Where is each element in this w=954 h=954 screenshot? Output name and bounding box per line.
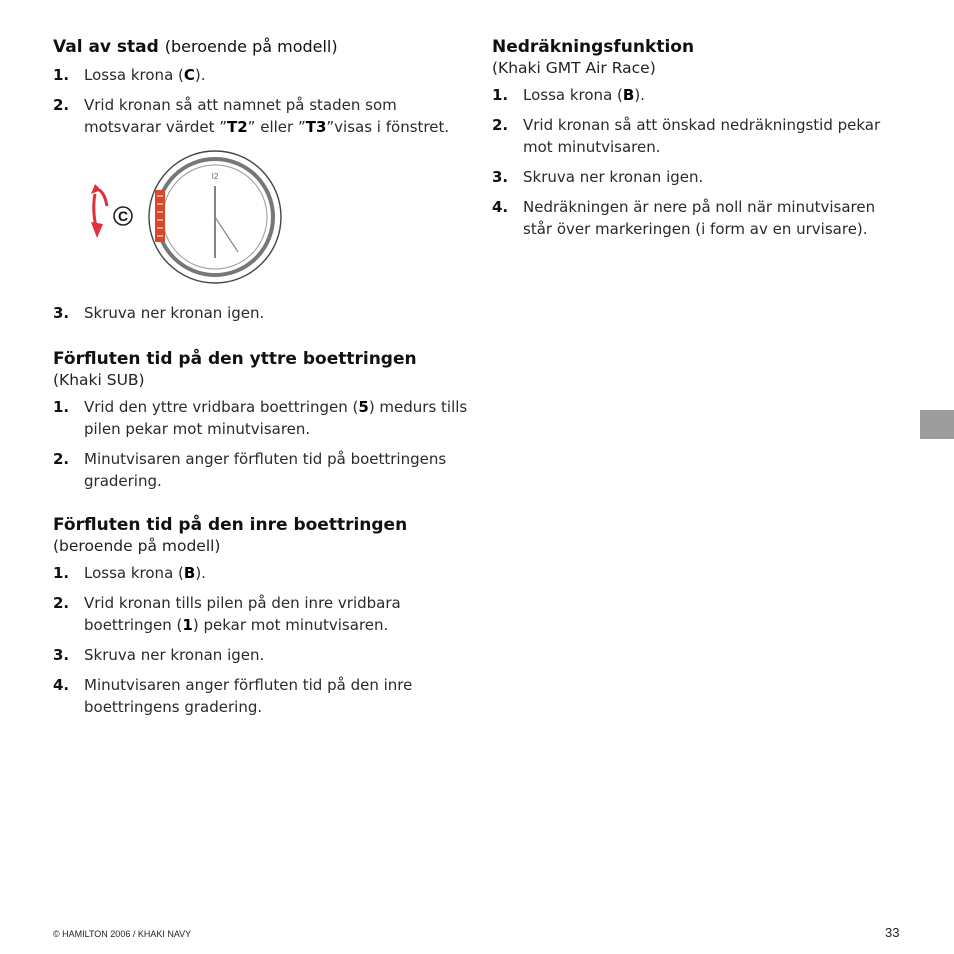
title-text: Val av stad bbox=[53, 37, 159, 57]
footer-copyright: © HAMILTON 2006 / KHAKI NAVY bbox=[53, 929, 192, 939]
title-subtext: (beroende på modell) bbox=[164, 37, 338, 56]
section-title: Nedräkningsfunktion bbox=[492, 37, 695, 57]
step-number: 4. bbox=[53, 676, 70, 694]
twelve-marker: I2 bbox=[211, 172, 219, 181]
section-countdown bbox=[492, 36, 892, 240]
step-text: Skruva ner kronan igen. bbox=[84, 646, 265, 664]
step-item bbox=[53, 592, 473, 636]
section-subtitle: (Khaki GMT Air Race) bbox=[492, 59, 656, 77]
step-number: 1. bbox=[53, 398, 70, 416]
step-item bbox=[53, 64, 473, 86]
step-item bbox=[53, 396, 473, 440]
city-window bbox=[155, 190, 165, 242]
section-title: Förfluten tid på den inre boettringen bbox=[53, 515, 408, 535]
step-item bbox=[492, 114, 892, 158]
step-number: 4. bbox=[492, 198, 509, 216]
section-title: Förfluten tid på den yttre boettringen bbox=[53, 349, 417, 369]
step-number: 3. bbox=[53, 646, 70, 664]
section-subtitle: (beroende på modell) bbox=[53, 537, 221, 555]
page-number: 33 bbox=[885, 925, 900, 940]
step-number: 2. bbox=[492, 116, 509, 134]
step-text: Vrid den yttre vridbara boettringen (5) medurs tills pilen pekar mot minutvisaren. bbox=[84, 398, 468, 438]
left-column bbox=[53, 36, 473, 740]
section-city-selection bbox=[53, 36, 473, 324]
step-text: Vrid kronan så att namnet på staden som motsvarar värdet ”T2” eller ”T3”visas i fönstret. bbox=[84, 96, 450, 136]
steps-list bbox=[53, 562, 473, 718]
step-text: Vrid kronan så att önskad nedräkningstid pekar mot minutvisaren. bbox=[523, 116, 881, 156]
step-item bbox=[53, 302, 473, 324]
step-number: 3. bbox=[492, 168, 509, 186]
step-item bbox=[53, 674, 473, 718]
section-inner-bezel bbox=[53, 514, 473, 718]
step-number: 1. bbox=[53, 66, 70, 84]
watch-diagram bbox=[85, 146, 335, 288]
step-item bbox=[53, 644, 473, 666]
section-outer-bezel bbox=[53, 348, 473, 492]
step-text: Nedräkningen är nere på noll när minutvisaren står över markeringen (i form av en urvisare). bbox=[523, 198, 876, 238]
crown-label: C bbox=[117, 208, 129, 224]
right-column bbox=[492, 36, 892, 262]
page-tab-marker bbox=[920, 410, 954, 439]
step-text: Minutvisaren anger förfluten tid på boettringens gradering. bbox=[84, 450, 447, 490]
step-text: Lossa krona (B). bbox=[523, 86, 645, 104]
section-subtitle: (Khaki SUB) bbox=[53, 371, 145, 389]
step-number: 1. bbox=[53, 564, 70, 582]
watch-illustration bbox=[53, 146, 473, 288]
steps-list bbox=[492, 84, 892, 240]
steps-list bbox=[53, 64, 473, 138]
step-item bbox=[53, 94, 473, 138]
steps-list bbox=[53, 396, 473, 492]
step-number: 1. bbox=[492, 86, 509, 104]
step-text: Lossa krona (B). bbox=[84, 564, 206, 582]
step-item bbox=[492, 84, 892, 106]
step-item bbox=[53, 562, 473, 584]
step-item bbox=[492, 196, 892, 240]
step-text: Lossa krona (C). bbox=[84, 66, 206, 84]
step-text: Vrid kronan tills pilen på den inre vridbara boettringen (1) pekar mot minutvisaren. bbox=[84, 594, 401, 634]
step-number: 2. bbox=[53, 450, 70, 468]
step-item bbox=[492, 166, 892, 188]
step-text: Skruva ner kronan igen. bbox=[84, 304, 265, 322]
step-text: Minutvisaren anger förfluten tid på den inre boettringens gradering. bbox=[84, 676, 413, 716]
step-number: 3. bbox=[53, 304, 70, 322]
step-number: 2. bbox=[53, 594, 70, 612]
section-title bbox=[53, 36, 473, 58]
rotation-arrow-icon bbox=[91, 184, 107, 238]
step-number: 2. bbox=[53, 96, 70, 114]
step-text: Skruva ner kronan igen. bbox=[523, 168, 704, 186]
steps-list-continued bbox=[53, 302, 473, 324]
step-item bbox=[53, 448, 473, 492]
